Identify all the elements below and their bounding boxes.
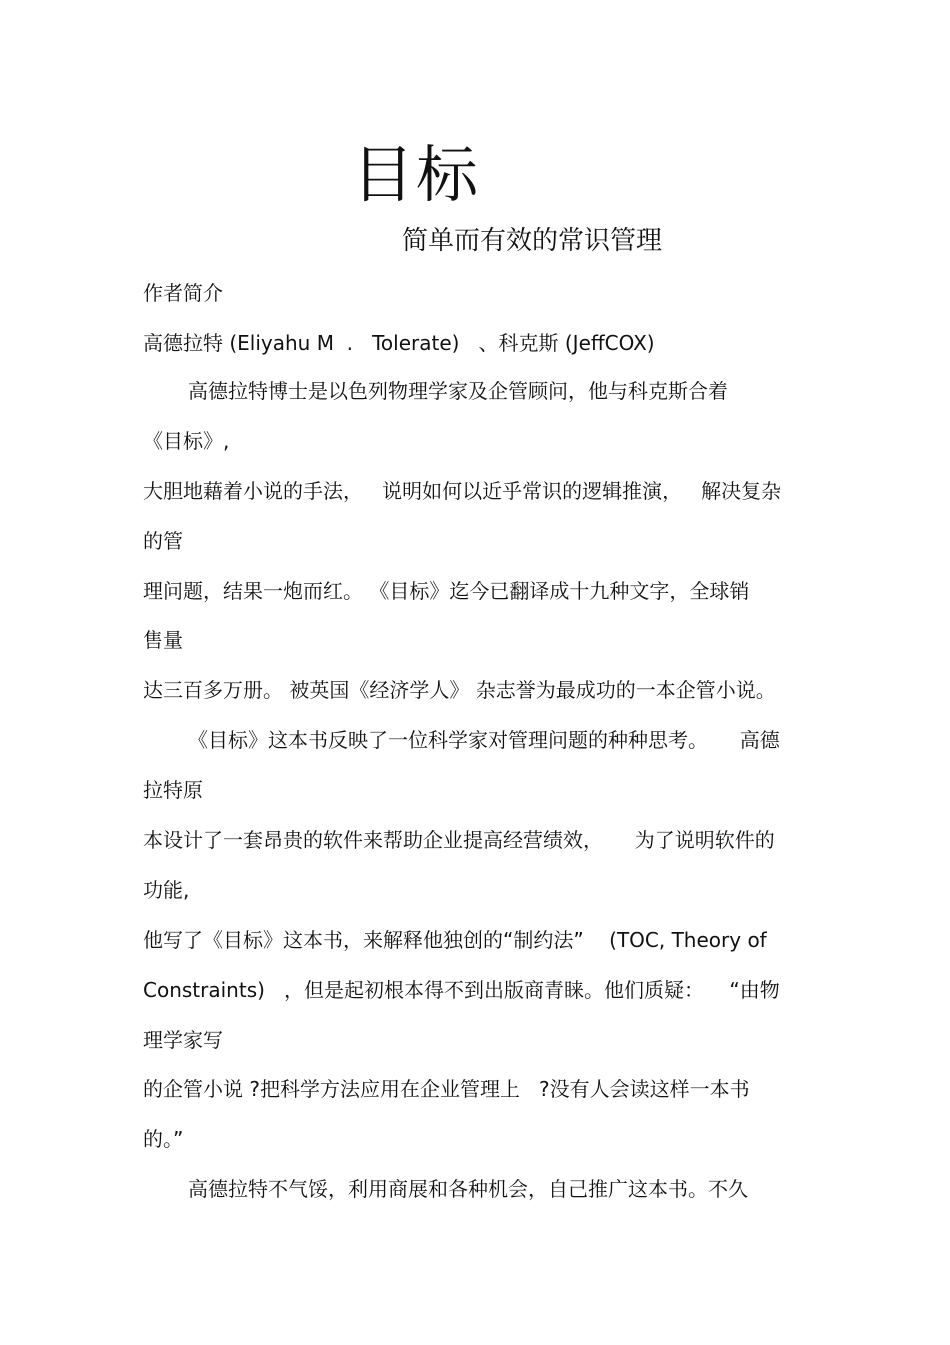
document-subtitle: 简单而有效的常识管理 bbox=[402, 226, 663, 256]
paragraph-line: 拉特原 bbox=[143, 778, 203, 802]
paragraph-line: 《目标》这本书反映了一位科学家对管理问题的种种思考。 高德 bbox=[188, 728, 780, 752]
paragraph-line: 大胆地藉着小说的手法， 说明如何以近乎常识的逻辑推演， 解决复杂 bbox=[143, 479, 782, 503]
paragraph-line: 高德拉特不气馁，利用商展和各种机会，自己推广这本书。不久 bbox=[188, 1177, 748, 1201]
paragraph-line: 达三百多万册。 被英国《经济学人》 杂志誉为最成功的一本企管小说。 bbox=[143, 678, 776, 702]
paragraph-line: 售量 bbox=[143, 628, 183, 652]
paragraph-line: 的管 bbox=[143, 529, 183, 553]
paragraph-line: 理问题，结果一炮而红。 《目标》迄今已翻译成十九种文字，全球销 bbox=[143, 579, 750, 603]
paragraph-line: 的企管小说 ?把科学方法应用在企业管理上 ?没有人会读这样一本书 bbox=[143, 1077, 750, 1101]
author-line: 高德拉特 (Eliyahu M . Tolerate) 、科克斯 (JeffCOX) bbox=[143, 331, 655, 355]
paragraph-line: 理学家写 bbox=[143, 1028, 223, 1052]
paragraph-line: 《目标》, bbox=[143, 429, 230, 453]
document-title: 目标 bbox=[352, 138, 481, 211]
paragraph-line: 的。” bbox=[143, 1127, 184, 1151]
paragraph-line: 他写了《目标》这本书，来解释他独创的“制约法” (TOC, Theory of bbox=[143, 928, 767, 952]
paragraph-line: 高德拉特博士是以色列物理学家及企管顾问，他与科克斯合着 bbox=[188, 379, 728, 403]
section-heading: 作者简介 bbox=[143, 281, 223, 305]
paragraph-line: 功能, bbox=[143, 878, 190, 902]
paragraph-line: 本设计了一套昂贵的软件来帮助企业提高经营绩效， 为了说明软件的 bbox=[143, 828, 775, 852]
paragraph-line: Constraints) ，但是起初根本得不到出版商青睐。他们质疑： “由物 bbox=[143, 978, 780, 1002]
